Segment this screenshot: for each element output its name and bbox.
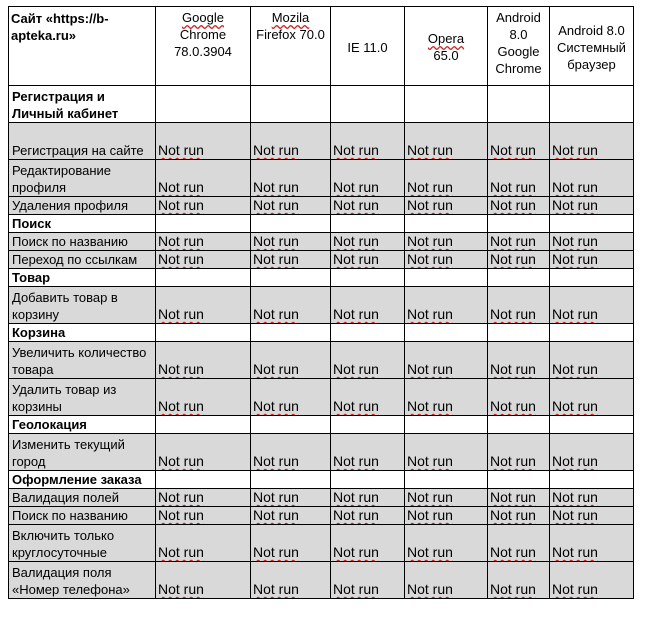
result-cell (405, 197, 488, 215)
result-cell (331, 562, 405, 599)
result-status: Not run (552, 453, 598, 469)
result-status: Not run (253, 251, 299, 267)
result-cell (550, 434, 634, 471)
result-status: Not run (333, 581, 379, 597)
result-cell (550, 123, 634, 160)
result-status: Not run (490, 544, 536, 560)
header-row (9, 7, 634, 86)
browser-name: Mozila (271, 10, 310, 25)
result-status: Not run (333, 544, 379, 560)
empty-cell (488, 416, 550, 434)
result-status: Not run (158, 233, 204, 249)
result-cell (488, 507, 550, 525)
section-row (9, 324, 634, 342)
browser-version: 8.0 Google Chrome (495, 27, 542, 76)
browser-version: Chrome 78.0.3904 (174, 27, 232, 59)
result-status: Not run (158, 251, 204, 267)
result-cell (331, 507, 405, 525)
empty-cell (550, 324, 634, 342)
test-row (9, 287, 634, 324)
result-cell (550, 197, 634, 215)
browser-header-ie (331, 7, 405, 86)
empty-cell (550, 269, 634, 287)
empty-cell (405, 471, 488, 489)
test-row (9, 251, 634, 269)
result-cell (331, 287, 405, 324)
test-case-label: Удаления профиля (9, 197, 156, 215)
empty-cell (331, 471, 405, 489)
result-status: Not run (490, 507, 536, 523)
result-status: Not run (333, 489, 379, 505)
result-cell (156, 434, 251, 471)
result-cell (550, 287, 634, 324)
empty-cell (405, 215, 488, 233)
empty-cell (156, 86, 251, 123)
section-title: Оформление заказа (9, 471, 156, 489)
result-status: Not run (552, 179, 598, 195)
result-status: Not run (158, 197, 204, 213)
empty-cell (405, 269, 488, 287)
result-status: Not run (490, 179, 536, 195)
result-cell (251, 379, 331, 416)
result-cell (405, 287, 488, 324)
section-row (9, 269, 634, 287)
result-cell (156, 489, 251, 507)
result-cell (331, 342, 405, 379)
result-status: Not run (333, 233, 379, 249)
result-cell (405, 562, 488, 599)
result-cell (550, 160, 634, 197)
empty-cell (405, 416, 488, 434)
empty-cell (488, 215, 550, 233)
result-status: Not run (158, 489, 204, 505)
result-status: Not run (552, 142, 598, 158)
result-status: Not run (407, 251, 453, 267)
result-cell (405, 507, 488, 525)
result-status: Not run (490, 197, 536, 213)
result-status: Not run (407, 306, 453, 322)
empty-cell (331, 324, 405, 342)
result-cell (331, 160, 405, 197)
result-status: Not run (490, 233, 536, 249)
test-case-label: Валидация поля «Номер телефона» (9, 562, 156, 599)
empty-cell (488, 324, 550, 342)
result-cell (550, 379, 634, 416)
result-status: Not run (253, 306, 299, 322)
result-cell (488, 379, 550, 416)
result-status: Not run (333, 398, 379, 414)
result-status: Not run (552, 306, 598, 322)
result-status: Not run (253, 581, 299, 597)
result-status: Not run (407, 398, 453, 414)
empty-cell (488, 269, 550, 287)
result-cell (405, 233, 488, 251)
test-row (9, 507, 634, 525)
result-status: Not run (407, 179, 453, 195)
empty-cell (251, 86, 331, 123)
result-cell (156, 525, 251, 562)
result-cell (550, 525, 634, 562)
test-row (9, 123, 634, 160)
empty-cell (251, 416, 331, 434)
result-cell (331, 489, 405, 507)
test-matrix-body (9, 7, 634, 599)
result-cell (405, 434, 488, 471)
empty-cell (251, 471, 331, 489)
result-status: Not run (407, 544, 453, 560)
result-cell (405, 160, 488, 197)
section-title: Регистрация и Личный кабинет (9, 86, 156, 123)
result-cell (251, 233, 331, 251)
result-status: Not run (253, 507, 299, 523)
result-status: Not run (253, 197, 299, 213)
result-cell (405, 251, 488, 269)
result-status: Not run (490, 398, 536, 414)
test-row (9, 434, 634, 471)
result-cell (331, 233, 405, 251)
result-status: Not run (552, 489, 598, 505)
browser-name: Android (496, 10, 541, 25)
result-cell (251, 160, 331, 197)
result-status: Not run (490, 453, 536, 469)
browser-header-android-system (550, 7, 634, 86)
result-cell (488, 197, 550, 215)
test-row (9, 525, 634, 562)
empty-cell (156, 471, 251, 489)
result-status: Not run (158, 507, 204, 523)
result-cell (156, 342, 251, 379)
section-title: Товар (9, 269, 156, 287)
empty-cell (251, 324, 331, 342)
test-case-label: Регистрация на сайте (9, 123, 156, 160)
empty-cell (405, 86, 488, 123)
result-status: Not run (253, 233, 299, 249)
result-cell (405, 123, 488, 160)
test-row (9, 160, 634, 197)
result-status: Not run (552, 251, 598, 267)
result-cell (156, 562, 251, 599)
result-status: Not run (333, 507, 379, 523)
result-status: Not run (490, 581, 536, 597)
result-cell (156, 287, 251, 324)
result-status: Not run (333, 453, 379, 469)
section-row (9, 86, 634, 123)
result-cell (251, 251, 331, 269)
result-status: Not run (552, 398, 598, 414)
test-row (9, 342, 634, 379)
result-cell (405, 525, 488, 562)
result-status: Not run (158, 306, 204, 322)
empty-cell (331, 215, 405, 233)
test-case-label: Поиск по названию (9, 233, 156, 251)
result-cell (156, 197, 251, 215)
section-row (9, 416, 634, 434)
result-status: Not run (407, 489, 453, 505)
test-case-label: Поиск по названию (9, 507, 156, 525)
browser-header-android-chrome (488, 7, 550, 86)
empty-cell (550, 86, 634, 123)
result-cell (251, 287, 331, 324)
browser-header-firefox (251, 7, 331, 86)
result-cell (488, 434, 550, 471)
result-status: Not run (407, 453, 453, 469)
result-cell (331, 525, 405, 562)
result-status: Not run (552, 361, 598, 377)
empty-cell (550, 471, 634, 489)
browser-name: Android 8.0 (558, 22, 625, 38)
result-cell (488, 233, 550, 251)
empty-cell (488, 471, 550, 489)
test-row (9, 233, 634, 251)
result-cell (331, 197, 405, 215)
result-cell (550, 562, 634, 599)
test-case-label: Переход по ссылкам (9, 251, 156, 269)
result-status: Not run (490, 306, 536, 322)
browser-version: 65.0 (433, 48, 459, 63)
test-row (9, 562, 634, 599)
site-header-cell: Сайт «https://b-apteka.ru» (9, 7, 156, 86)
result-cell (156, 160, 251, 197)
result-cell (251, 525, 331, 562)
result-cell (405, 489, 488, 507)
result-cell (251, 489, 331, 507)
result-cell (550, 489, 634, 507)
result-cell (251, 197, 331, 215)
result-status: Not run (407, 507, 453, 523)
result-status: Not run (158, 398, 204, 414)
result-cell (156, 251, 251, 269)
result-status: Not run (552, 507, 598, 523)
result-status: Not run (407, 142, 453, 158)
result-cell (488, 287, 550, 324)
empty-cell (156, 416, 251, 434)
result-cell (331, 123, 405, 160)
result-status: Not run (333, 142, 379, 158)
result-cell (488, 251, 550, 269)
section-title: Геолокация (9, 416, 156, 434)
test-case-label: Изменить текущий город (9, 434, 156, 471)
result-status: Not run (407, 581, 453, 597)
result-status: Not run (158, 142, 204, 158)
result-status: Not run (552, 581, 598, 597)
result-cell (331, 251, 405, 269)
result-cell (251, 342, 331, 379)
empty-cell (331, 416, 405, 434)
test-case-label: Добавить товар в корзину (9, 287, 156, 324)
result-status: Not run (158, 179, 204, 195)
result-cell (550, 233, 634, 251)
browser-header-chrome (156, 7, 251, 86)
result-status: Not run (253, 544, 299, 560)
result-cell (251, 507, 331, 525)
result-status: Not run (552, 197, 598, 213)
result-cell (550, 251, 634, 269)
result-status: Not run (490, 142, 536, 158)
result-cell (331, 434, 405, 471)
empty-cell (251, 215, 331, 233)
empty-cell (156, 269, 251, 287)
empty-cell (251, 269, 331, 287)
result-status: Not run (407, 361, 453, 377)
browser-test-matrix (8, 6, 634, 599)
empty-cell (405, 324, 488, 342)
result-status: Not run (333, 306, 379, 322)
result-cell (331, 379, 405, 416)
result-status: Not run (490, 489, 536, 505)
result-status: Not run (552, 233, 598, 249)
test-row (9, 489, 634, 507)
result-cell (488, 342, 550, 379)
empty-cell (156, 215, 251, 233)
empty-cell (550, 215, 634, 233)
result-cell (488, 160, 550, 197)
result-status: Not run (253, 398, 299, 414)
result-status: Not run (253, 489, 299, 505)
browser-name: Opera (427, 31, 465, 46)
result-cell (405, 342, 488, 379)
test-row (9, 379, 634, 416)
browser-name: Google (182, 10, 224, 25)
test-row (9, 197, 634, 215)
result-status: Not run (552, 544, 598, 560)
result-cell (488, 489, 550, 507)
result-cell (156, 123, 251, 160)
test-case-label: Увеличить количество товара (9, 342, 156, 379)
result-status: Not run (253, 453, 299, 469)
result-cell (488, 525, 550, 562)
result-status: Not run (158, 361, 204, 377)
result-status: Not run (407, 233, 453, 249)
result-cell (251, 434, 331, 471)
browser-version: Firefox 70.0 (256, 27, 325, 42)
section-title: Корзина (9, 324, 156, 342)
result-cell (156, 507, 251, 525)
result-status: Not run (333, 361, 379, 377)
result-status: Not run (333, 179, 379, 195)
result-cell (156, 233, 251, 251)
browser-name: IE 11.0 (347, 39, 388, 55)
result-cell (550, 507, 634, 525)
result-cell (488, 123, 550, 160)
result-cell (488, 562, 550, 599)
test-case-label: Удалить товар из корзины (9, 379, 156, 416)
result-cell (251, 562, 331, 599)
section-title: Поиск (9, 215, 156, 233)
result-status: Not run (333, 197, 379, 213)
result-status: Not run (333, 251, 379, 267)
result-cell (550, 342, 634, 379)
section-row (9, 471, 634, 489)
empty-cell (331, 269, 405, 287)
test-case-label: Валидация полей (9, 489, 156, 507)
result-cell (251, 123, 331, 160)
result-status: Not run (407, 197, 453, 213)
test-case-label: Редактирование профиля (9, 160, 156, 197)
result-status: Not run (253, 361, 299, 377)
section-row (9, 215, 634, 233)
browser-version: Системный браузер (557, 39, 626, 72)
empty-cell (550, 416, 634, 434)
result-status: Not run (253, 179, 299, 195)
result-status: Not run (490, 361, 536, 377)
result-cell (156, 379, 251, 416)
result-status: Not run (158, 453, 204, 469)
test-case-label: Включить только круглосуточные (9, 525, 156, 562)
result-status: Not run (158, 581, 204, 597)
result-status: Not run (490, 251, 536, 267)
empty-cell (331, 86, 405, 123)
result-status: Not run (253, 142, 299, 158)
empty-cell (156, 324, 251, 342)
browser-header-opera (405, 7, 488, 86)
result-cell (405, 379, 488, 416)
empty-cell (488, 86, 550, 123)
result-status: Not run (158, 544, 204, 560)
